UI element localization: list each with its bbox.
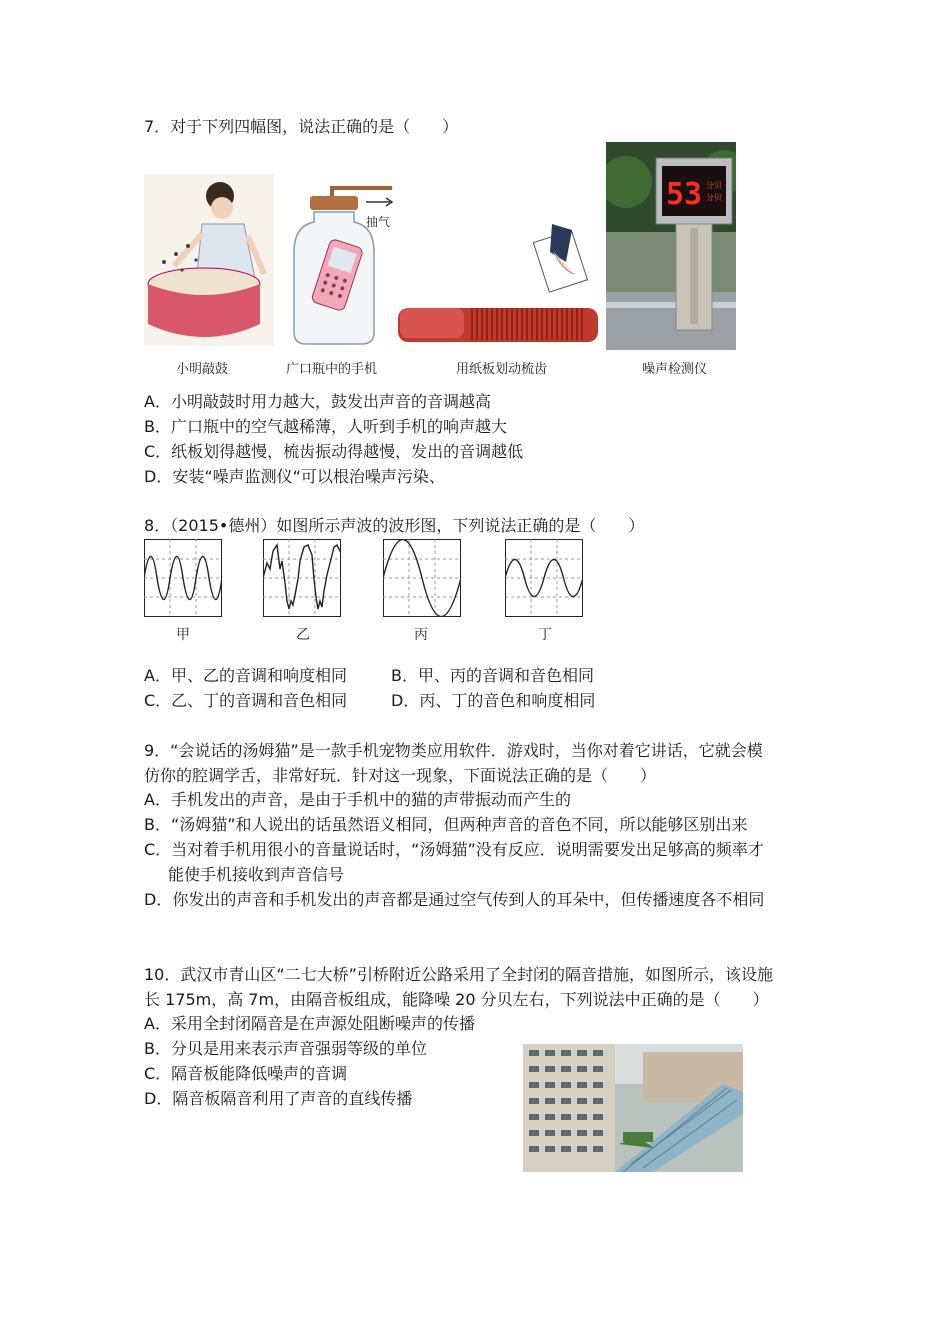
wave-ding xyxy=(505,539,583,617)
q7-comb-figure xyxy=(396,222,602,346)
q7-noise-meter-figure xyxy=(606,142,736,350)
pump-label: 抽气 xyxy=(366,215,391,229)
q10-option-a: A．采用全封闭隔音是在声源处阻断噪声的传播 xyxy=(144,1014,475,1033)
q9-option-a: A．手机发出的声音，是由于手机中的猫的声带振动而产生的 xyxy=(144,790,571,809)
q9-option-b: B．“汤姆猫”和人说出的话虽然语义相同，但两种声音的音色不同，所以能够区别出来 xyxy=(144,815,748,834)
q8-option-a: A．甲、乙的音调和响度相同 xyxy=(144,666,347,685)
caption-jar: 广口瓶中的手机 xyxy=(286,362,378,377)
wave-label-ding: 丁 xyxy=(538,627,552,643)
q8-option-b: B．甲、丙的音调和音色相同 xyxy=(391,666,594,685)
q7-option-b: B．广口瓶中的空气越稀薄，人听到手机的响声越大 xyxy=(144,417,507,436)
wave-bing xyxy=(383,539,461,617)
wave-jia xyxy=(144,539,222,617)
q7-option-d: D．安装“噪声监测仪“可以根治噪声污染、 xyxy=(144,467,445,486)
q9-option-c-line1: C．当对着手机用很小的音量说话时，“汤姆猫”没有反应．说明需要发出足够高的频率才 xyxy=(144,840,764,859)
q9-option-d: D．你发出的声音和手机发出的声音都是通过空气传到人的耳朵中，但传播速度各不相同 xyxy=(144,890,765,909)
caption-comb: 用纸板划动梳齿 xyxy=(456,362,548,377)
caption-noise-meter: 噪声检测仪 xyxy=(642,362,708,377)
q9-stem-line2: 仿你的腔调学舌，非常好玩．针对这一现象，下面说法正确的是（ ） xyxy=(144,766,657,785)
meter-unit-top: 分贝 xyxy=(706,181,722,190)
q10-option-d: D．隔音板隔音利用了声音的直线传播 xyxy=(144,1089,413,1108)
q7-stem: 7．对于下列四幅图，说法正确的是（ ） xyxy=(144,117,459,136)
meter-display: 53 xyxy=(666,177,703,212)
caption-drum: 小明敲鼓 xyxy=(176,362,229,377)
wave-label-yi: 乙 xyxy=(296,627,310,643)
meter-unit-bottom: 分贝 xyxy=(706,193,722,202)
q9-option-c-line2: 能使手机接收到声音信号 xyxy=(168,865,345,884)
q10-stem-line2: 长 175m，高 7m，由隔音板组成，能降噪 20 分贝左右，下列说法中正确的是（ ） xyxy=(144,990,769,1009)
wave-label-jia: 甲 xyxy=(176,627,190,643)
q7-option-c: C．纸板划得越慢，梳齿振动得越慢，发出的音调越低 xyxy=(144,442,524,461)
q7-drum-figure xyxy=(144,174,274,346)
q10-noise-barrier-photo xyxy=(523,1044,743,1172)
q8-stem: 8．（2015•德州）如图所示声波的波形图，下列说法正确的是（ ） xyxy=(144,516,645,535)
q7-jar-figure xyxy=(292,182,402,348)
q7-option-a: A．小明敲鼓时用力越大，鼓发出声音的音调越高 xyxy=(144,392,491,411)
q8-option-c: C．乙、丁的音调和音色相同 xyxy=(144,691,348,710)
q8-option-d: D．丙、丁的音色和响度相同 xyxy=(391,691,596,710)
wave-yi xyxy=(263,539,341,617)
q10-option-c: C．隔音板能降低噪声的音调 xyxy=(144,1064,348,1083)
q10-option-b: B．分贝是用来表示声音强弱等级的单位 xyxy=(144,1039,427,1058)
wave-label-bing: 丙 xyxy=(414,627,428,643)
q9-stem-line1: 9．“会说话的汤姆猫”是一款手机宠物类应用软件．游戏时，当你对着它讲话，它就会模 xyxy=(144,741,763,760)
q10-stem-line1: 10．武汉市青山区“二七大桥”引桥附近公路采用了全封闭的隔音措施，如图所示，该设施 xyxy=(144,965,773,984)
